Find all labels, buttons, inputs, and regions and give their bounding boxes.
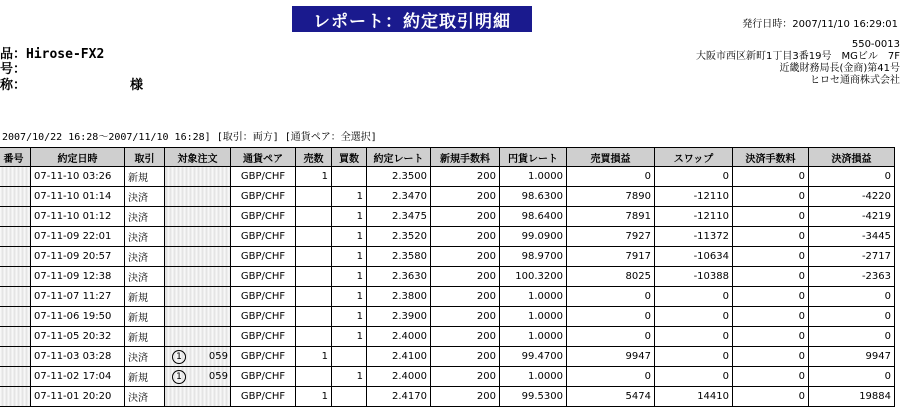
cell-type: 決済 xyxy=(125,267,165,287)
report-title: レポート：約定取引明細 xyxy=(292,6,532,32)
cell-sell xyxy=(296,307,332,327)
cell-settle-fee: 0 xyxy=(733,387,809,407)
cell-sell xyxy=(296,247,332,267)
cell-settle-fee: 0 xyxy=(733,267,809,287)
cell-pair: GBP/CHF xyxy=(231,267,296,287)
cell-number xyxy=(0,347,31,367)
cell-datetime: 07-11-10 03:26 xyxy=(31,167,125,187)
cell-order xyxy=(165,387,231,407)
cell-pl: 7890 xyxy=(567,187,655,207)
cell-rate: 2.3630 xyxy=(367,267,431,287)
cell-new-fee: 200 xyxy=(431,267,500,287)
cell-swap: 0 xyxy=(655,167,733,187)
cell-pair: GBP/CHF xyxy=(231,167,296,187)
filter-summary: 2007/10/22 16:28～2007/11/10 16:28] [取引：両方] [通貨ペア：全選択] xyxy=(2,132,377,143)
cell-rate: 2.3800 xyxy=(367,287,431,307)
cell-pl: 0 xyxy=(567,307,655,327)
table-row xyxy=(0,167,895,187)
cell-settle-pl: -2363 xyxy=(809,267,895,287)
cell-swap: -10634 xyxy=(655,247,733,267)
cell-swap: 0 xyxy=(655,287,733,307)
cell-pl: 0 xyxy=(567,327,655,347)
col-header-new-fee: 新規手数料 xyxy=(431,148,500,167)
cell-number xyxy=(0,367,31,387)
cell-sell xyxy=(296,287,332,307)
issued-datetime: 発行日時：2007/11/10 16:29:01 xyxy=(742,19,898,30)
cell-type: 決済 xyxy=(125,247,165,267)
cell-settle-fee: 0 xyxy=(733,187,809,207)
cell-new-fee: 200 xyxy=(431,367,500,387)
cell-pl: 0 xyxy=(567,167,655,187)
cell-yen-rate: 98.6400 xyxy=(500,207,567,227)
cell-pair: GBP/CHF xyxy=(231,187,296,207)
cell-rate: 2.4100 xyxy=(367,347,431,367)
cell-settle-fee: 0 xyxy=(733,207,809,227)
cell-yen-rate: 1.0000 xyxy=(500,167,567,187)
cell-rate: 2.4000 xyxy=(367,327,431,347)
cell-order xyxy=(165,367,231,387)
cell-yen-rate: 1.0000 xyxy=(500,367,567,387)
cell-type: 新規 xyxy=(125,307,165,327)
cell-order xyxy=(165,187,231,207)
col-header-rate: 約定レート xyxy=(367,148,431,167)
company-address: 大阪市西区新町1丁目3番19号 MGビル 7F xyxy=(696,51,900,62)
cell-buy: 1 xyxy=(332,187,367,207)
cell-sell xyxy=(296,227,332,247)
table-row xyxy=(0,267,895,287)
table-row xyxy=(0,247,895,267)
cell-pair: GBP/CHF xyxy=(231,247,296,267)
cell-datetime: 07-11-03 03:28 xyxy=(31,347,125,367)
cell-order xyxy=(165,167,231,187)
cell-pl: 7917 xyxy=(567,247,655,267)
cell-sell: 1 xyxy=(296,167,332,187)
cell-pl: 5474 xyxy=(567,387,655,407)
cell-buy: 1 xyxy=(332,307,367,327)
cell-type: 新規 xyxy=(125,327,165,347)
cell-sell: 1 xyxy=(296,347,332,367)
cell-datetime: 07-11-01 20:20 xyxy=(31,387,125,407)
company-postal: 550-0013 xyxy=(851,39,900,50)
cell-swap: -12110 xyxy=(655,207,733,227)
cell-datetime: 07-11-09 20:57 xyxy=(31,247,125,267)
cell-buy xyxy=(332,347,367,367)
cell-settle-fee: 0 xyxy=(733,347,809,367)
cell-settle-pl: 0 xyxy=(809,307,895,327)
cell-swap: -12110 xyxy=(655,187,733,207)
cell-yen-rate: 1.0000 xyxy=(500,327,567,347)
cell-number xyxy=(0,227,31,247)
cell-type: 決済 xyxy=(125,387,165,407)
cell-number xyxy=(0,187,31,207)
cell-settle-pl: -4219 xyxy=(809,207,895,227)
table-row xyxy=(0,347,895,367)
cell-settle-fee: 0 xyxy=(733,227,809,247)
cell-number xyxy=(0,247,31,267)
cell-yen-rate: 99.4700 xyxy=(500,347,567,367)
cell-new-fee: 200 xyxy=(431,207,500,227)
table-row xyxy=(0,287,895,307)
cell-pair: GBP/CHF xyxy=(231,347,296,367)
cell-type: 決済 xyxy=(125,187,165,207)
cell-datetime: 07-11-07 11:27 xyxy=(31,287,125,307)
cell-datetime: 07-11-06 19:50 xyxy=(31,307,125,327)
cell-datetime: 07-11-09 12:38 xyxy=(31,267,125,287)
order-id-tail: 059 xyxy=(208,351,228,362)
order-mark-icon: 1 xyxy=(172,370,186,384)
cell-order xyxy=(165,207,231,227)
cell-rate: 2.3475 xyxy=(367,207,431,227)
cell-new-fee: 200 xyxy=(431,187,500,207)
cell-new-fee: 200 xyxy=(431,167,500,187)
cell-pl: 9947 xyxy=(567,347,655,367)
col-header-datetime: 約定日時 xyxy=(31,148,125,167)
cell-type: 決済 xyxy=(125,227,165,247)
cell-settle-pl: 0 xyxy=(809,327,895,347)
cell-type: 新規 xyxy=(125,367,165,387)
table-row xyxy=(0,387,895,407)
cell-order xyxy=(165,267,231,287)
cell-sell xyxy=(296,187,332,207)
company-name: ヒロセ通商株式会社 xyxy=(810,75,900,86)
table-row xyxy=(0,327,895,347)
table-row xyxy=(0,307,895,327)
cell-yen-rate: 1.0000 xyxy=(500,307,567,327)
table-row xyxy=(0,187,895,207)
cell-buy: 1 xyxy=(332,247,367,267)
cell-sell: 1 xyxy=(296,387,332,407)
cell-buy: 1 xyxy=(332,267,367,287)
cell-number xyxy=(0,287,31,307)
cell-pair: GBP/CHF xyxy=(231,367,296,387)
cell-yen-rate: 98.9700 xyxy=(500,247,567,267)
col-header-yen-rate: 円貨レート xyxy=(500,148,567,167)
col-header-pair: 通貨ペア xyxy=(231,148,296,167)
cell-datetime: 07-11-02 17:04 xyxy=(31,367,125,387)
col-header-order: 対象注文 xyxy=(165,148,231,167)
cell-settle-fee: 0 xyxy=(733,167,809,187)
cell-pair: GBP/CHF xyxy=(231,207,296,227)
cell-datetime: 07-11-10 01:12 xyxy=(31,207,125,227)
cell-order xyxy=(165,247,231,267)
cell-number xyxy=(0,167,31,187)
company-block xyxy=(696,39,900,87)
cell-number xyxy=(0,307,31,327)
cell-yen-rate: 99.5300 xyxy=(500,387,567,407)
table-row xyxy=(0,207,895,227)
cell-buy: 1 xyxy=(332,207,367,227)
col-header-sell: 売数 xyxy=(296,148,332,167)
col-header-type: 取引 xyxy=(125,148,165,167)
cell-settle-fee: 0 xyxy=(733,307,809,327)
cell-yen-rate: 98.6300 xyxy=(500,187,567,207)
cell-swap: 0 xyxy=(655,307,733,327)
cell-rate: 2.4000 xyxy=(367,367,431,387)
cell-order xyxy=(165,327,231,347)
honorific: 様 xyxy=(130,78,144,93)
col-header-number: 番号 xyxy=(0,148,31,167)
cell-yen-rate: 100.3200 xyxy=(500,267,567,287)
cell-pair: GBP/CHF xyxy=(231,287,296,307)
col-header-pl: 売買損益 xyxy=(567,148,655,167)
cell-settle-pl: 0 xyxy=(809,287,895,307)
col-header-swap: スワップ xyxy=(655,148,733,167)
cell-rate: 2.3900 xyxy=(367,307,431,327)
cell-swap: 14410 xyxy=(655,387,733,407)
col-header-settle-pl: 決済損益 xyxy=(809,148,895,167)
cell-datetime: 07-11-05 20:32 xyxy=(31,327,125,347)
cell-rate: 2.3580 xyxy=(367,247,431,267)
cell-rate: 2.3500 xyxy=(367,167,431,187)
product-label: 品：Hirose-FX2 xyxy=(0,47,105,62)
cell-pl: 8025 xyxy=(567,267,655,287)
cell-number xyxy=(0,207,31,227)
cell-rate: 2.3470 xyxy=(367,187,431,207)
cell-settle-pl: 9947 xyxy=(809,347,895,367)
cell-buy xyxy=(332,167,367,187)
cell-sell xyxy=(296,267,332,287)
cell-pl: 0 xyxy=(567,287,655,307)
table-row xyxy=(0,227,895,247)
cell-settle-pl: 0 xyxy=(809,167,895,187)
cell-swap: 0 xyxy=(655,367,733,387)
cell-pair: GBP/CHF xyxy=(231,307,296,327)
cell-yen-rate: 1.0000 xyxy=(500,287,567,307)
cell-datetime: 07-11-10 01:14 xyxy=(31,187,125,207)
cell-swap: -11372 xyxy=(655,227,733,247)
company-registration: 近畿財務局長(金商)第41号 xyxy=(779,63,900,74)
cell-new-fee: 200 xyxy=(431,287,500,307)
cell-yen-rate: 99.0900 xyxy=(500,227,567,247)
cell-type: 新規 xyxy=(125,167,165,187)
table-header-row xyxy=(0,148,895,167)
table-row xyxy=(0,367,895,387)
cell-number xyxy=(0,267,31,287)
cell-buy: 1 xyxy=(332,287,367,307)
account-number-label: 号： xyxy=(0,62,27,77)
cell-pair: GBP/CHF xyxy=(231,227,296,247)
col-header-buy: 買数 xyxy=(332,148,367,167)
cell-number xyxy=(0,387,31,407)
cell-swap: 0 xyxy=(655,327,733,347)
cell-pair: GBP/CHF xyxy=(231,387,296,407)
cell-order xyxy=(165,347,231,367)
cell-settle-pl: -2717 xyxy=(809,247,895,267)
cell-settle-fee: 0 xyxy=(733,247,809,267)
cell-pl: 7927 xyxy=(567,227,655,247)
cell-sell xyxy=(296,207,332,227)
cell-pl: 0 xyxy=(567,367,655,387)
cell-settle-fee: 0 xyxy=(733,327,809,347)
account-name-label: 称： xyxy=(0,78,27,93)
trade-table xyxy=(0,147,895,407)
cell-buy: 1 xyxy=(332,327,367,347)
cell-pair: GBP/CHF xyxy=(231,327,296,347)
cell-type: 決済 xyxy=(125,347,165,367)
cell-new-fee: 200 xyxy=(431,387,500,407)
cell-settle-pl: 0 xyxy=(809,367,895,387)
cell-datetime: 07-11-09 22:01 xyxy=(31,227,125,247)
cell-number xyxy=(0,327,31,347)
cell-settle-pl: -4220 xyxy=(809,187,895,207)
cell-buy: 1 xyxy=(332,367,367,387)
cell-sell xyxy=(296,327,332,347)
cell-new-fee: 200 xyxy=(431,327,500,347)
cell-settle-fee: 0 xyxy=(733,367,809,387)
cell-swap: -10388 xyxy=(655,267,733,287)
cell-new-fee: 200 xyxy=(431,227,500,247)
cell-new-fee: 200 xyxy=(431,307,500,327)
cell-type: 新規 xyxy=(125,287,165,307)
cell-swap: 0 xyxy=(655,347,733,367)
order-id-tail: 059 xyxy=(208,371,228,382)
cell-buy: 1 xyxy=(332,227,367,247)
cell-order xyxy=(165,287,231,307)
cell-settle-pl: 19884 xyxy=(809,387,895,407)
cell-new-fee: 200 xyxy=(431,247,500,267)
cell-rate: 2.3520 xyxy=(367,227,431,247)
cell-new-fee: 200 xyxy=(431,347,500,367)
order-mark-icon: 1 xyxy=(172,350,186,364)
cell-type: 決済 xyxy=(125,207,165,227)
cell-pl: 7891 xyxy=(567,207,655,227)
col-header-settle-fee: 決済手数料 xyxy=(733,148,809,167)
cell-settle-fee: 0 xyxy=(733,287,809,307)
cell-settle-pl: -3445 xyxy=(809,227,895,247)
cell-rate: 2.4170 xyxy=(367,387,431,407)
cell-buy xyxy=(332,387,367,407)
cell-order xyxy=(165,227,231,247)
cell-sell xyxy=(296,367,332,387)
cell-order xyxy=(165,307,231,327)
